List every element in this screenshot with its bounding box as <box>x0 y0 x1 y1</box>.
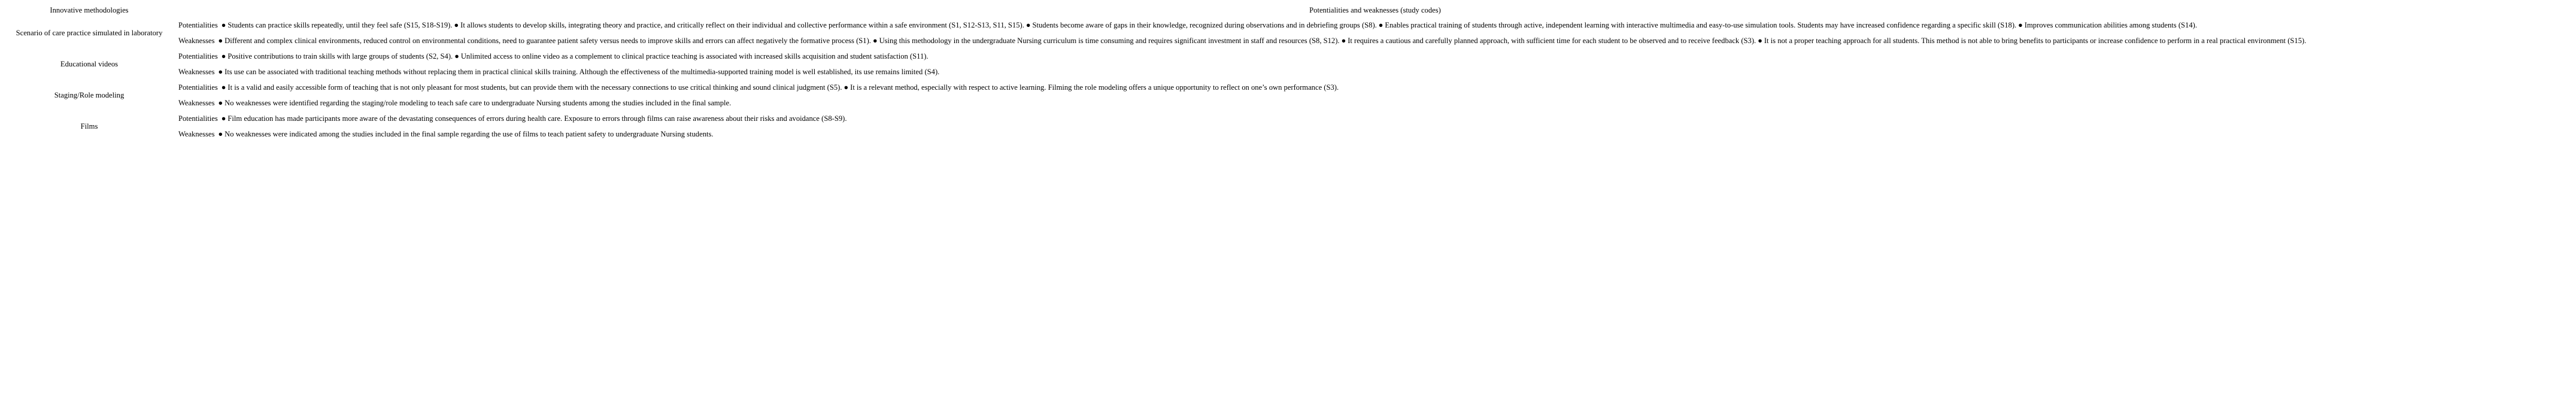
weaknesses-item: It is not a proper teaching approach for all students. This method is not able to bring benefits to participants or increase confidence to perform in a real practical environment (S15). <box>1764 37 2307 45</box>
bullet-icon: ● <box>221 83 226 92</box>
header-row <box>2 4 2574 18</box>
bullet-icon: ● <box>218 68 223 76</box>
potentialities-cell <box>176 18 2574 34</box>
potentialities-label: Potentialities <box>178 21 218 29</box>
bullet-icon: ● <box>221 114 226 123</box>
bullet-icon: ● <box>221 21 226 29</box>
table-row <box>2 127 2574 142</box>
potentialities-item: Students become aware of gaps in their knowledge, recognized during observations and in debriefing groups (S8). <box>1032 21 1377 29</box>
weaknesses-item: No weaknesses were indicated among the studies included in the final sample regarding the use of films to teach patient safety to undergraduate Nursing students. <box>224 130 714 138</box>
bullet-icon: ● <box>1758 37 1762 45</box>
table-row <box>2 18 2574 34</box>
potentialities-cell <box>176 111 2574 127</box>
bullet-icon: ● <box>1025 21 1031 29</box>
weaknesses-cell <box>176 127 2574 142</box>
weaknesses-cell <box>176 65 2574 80</box>
bullet-icon: ● <box>1378 21 1383 29</box>
weaknesses-item: It requires a cautious and carefully planned approach, with sufficient time for each student to be observed and to receive feedback (S3). <box>1348 37 1756 45</box>
bullet-icon: ● <box>1341 37 1346 45</box>
potentialities-item: Film education has made participants more aware of the devastating consequences of errors during health care. Exposure to errors through films can raise awareness about their risks and avoidance (S8-S9). <box>227 114 847 123</box>
weaknesses-item: Using this methodology in the undergraduate Nursing curriculum is time consuming and requires significant investment in staff and resources (S8, S12). <box>879 37 1340 45</box>
weaknesses-item: Its use can be associated with traditional teaching methods without replacing them in practical clinical skills training. Although the effectiveness of the multimedia-supported training model is well established, its use remains limited (S4). <box>224 68 940 76</box>
bullet-icon: ● <box>218 130 223 138</box>
header-methodologies: Innovative methodologies <box>50 6 129 14</box>
potentialities-item: It allows students to develop skills, integrating theory and practice, and critically reflect on their individual and collective performance within a safe environment (S1, S12-S13, S11, S15). <box>460 21 1024 29</box>
potentialities-item: Improves communication abilities among students (S14). <box>2024 21 2197 29</box>
potentialities-item: It is a valid and easily accessible form of teaching that is not only pleasant for most students, but can provide them with the necessary connections to use critical thinking and sound clinical judgment (S5). <box>227 83 842 92</box>
bullet-icon: ● <box>454 52 459 60</box>
methodology-name: Films <box>80 122 98 130</box>
bullet-icon: ● <box>218 99 223 107</box>
weaknesses-label: Weaknesses <box>178 68 215 76</box>
weaknesses-cell <box>176 96 2574 111</box>
bullet-icon: ● <box>2018 21 2023 29</box>
table-row <box>2 34 2574 49</box>
bullet-icon: ● <box>218 37 223 45</box>
potentialities-item: It is a relevant method, especially with respect to active learning. Filming the role modeling offers a unique opportunity to reflect on one’s own performance (S3). <box>850 83 1339 92</box>
table-row <box>2 49 2574 65</box>
potentialities-label: Potentialities <box>178 83 218 92</box>
weaknesses-label: Weaknesses <box>178 99 215 107</box>
methodology-name: Educational videos <box>60 60 119 68</box>
table-row <box>2 96 2574 111</box>
potentialities-label: Potentialities <box>178 114 218 123</box>
potentialities-item: Positive contributions to train skills with large groups of students (S2, S4). <box>227 52 453 60</box>
potentialities-cell <box>176 49 2574 65</box>
table-row <box>2 80 2574 96</box>
table-body <box>2 18 2574 142</box>
weaknesses-item: Different and complex clinical environments, reduced control on environmental conditions, need to guarantee patient safety versus needs to improve skills and errors can affect negatively the formative process (S1). <box>224 37 871 45</box>
bullet-icon: ● <box>454 21 459 29</box>
weaknesses-cell <box>176 34 2574 49</box>
methodologies-table <box>2 4 2574 142</box>
table-header <box>2 4 2574 18</box>
potentialities-cell <box>176 80 2574 96</box>
potentialities-item: Unlimited access to online video as a complement to clinical practice teaching is associated with increased skills acquisition and student satisfaction (S11). <box>460 52 929 60</box>
table-row <box>2 65 2574 80</box>
header-potentials-weaknesses: Potentialities and weaknesses (study codes) <box>1309 6 1441 14</box>
table-row <box>2 111 2574 127</box>
methodology-name: Scenario of care practice simulated in laboratory <box>16 29 163 37</box>
bullet-icon: ● <box>221 52 226 60</box>
potentialities-item: Enables practical training of students through active, independent learning with interactive multimedia and easy-to-use simulation tools. Students may have increased confidence regarding a specific skill (S18). <box>1385 21 2017 29</box>
bullet-icon: ● <box>872 37 878 45</box>
bullet-icon: ● <box>844 83 849 92</box>
weaknesses-item: No weaknesses were identified regarding the staging/role modeling to teach safe care to undergraduate Nursing students among the studies included in the final sample. <box>224 99 732 107</box>
weaknesses-label: Weaknesses <box>178 130 215 138</box>
potentialities-label: Potentialities <box>178 52 218 60</box>
methodology-name: Staging/Role modeling <box>54 91 125 99</box>
potentialities-item: Students can practice skills repeatedly, until they feel safe (S15, S18-S19). <box>227 21 453 29</box>
weaknesses-label: Weaknesses <box>178 37 215 45</box>
